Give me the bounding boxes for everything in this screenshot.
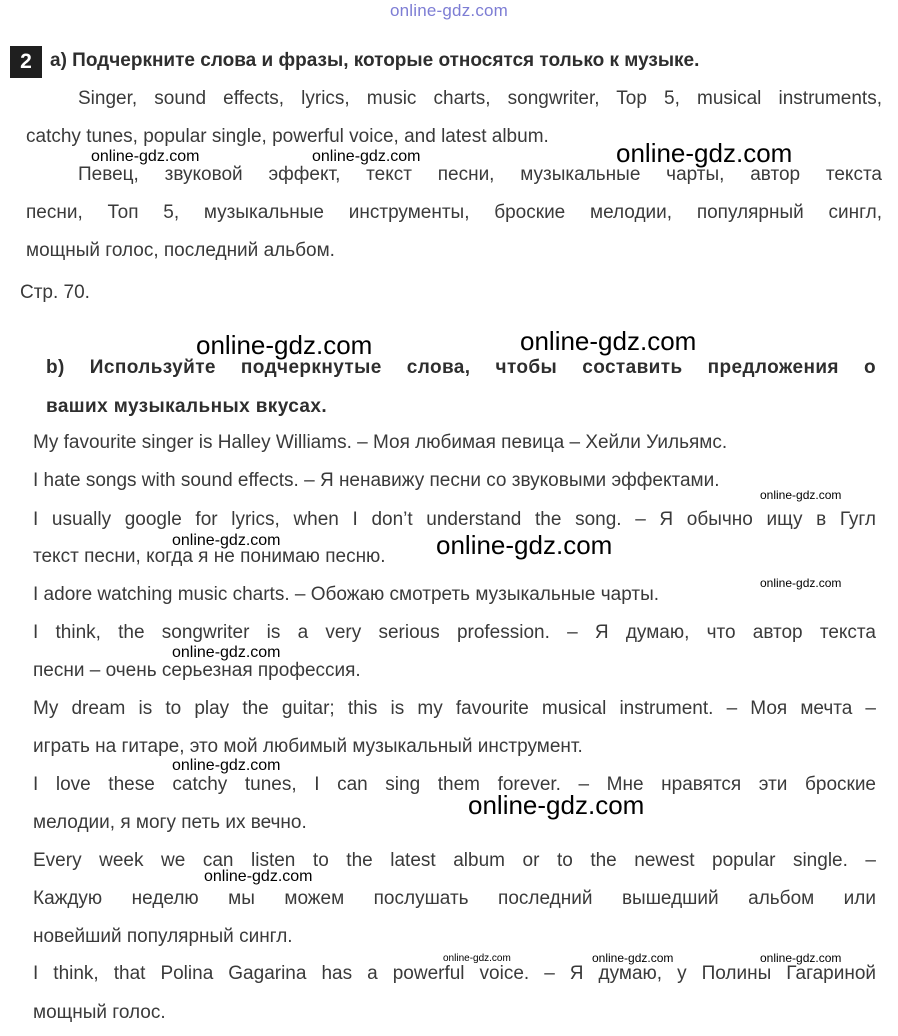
sentence-6-line-1: My dream is to play the guitar; this is my favourite musical instrument. – Моя мечта –: [33, 698, 876, 719]
sentence-3-line-1: I usually google for lyrics, when I don’t understand the song. – Я обычно ищу в Гугл: [33, 509, 876, 530]
watermark: online-gdz.com: [172, 532, 281, 549]
sentence-2-line-1: I hate songs with sound effects. – Я ненавижу песни со звуковыми эффектами.: [33, 470, 720, 491]
part-a-heading: a) Подчеркните слова и фразы, которые относятся только к музыке.: [50, 50, 700, 71]
watermark: online-gdz.com: [172, 644, 281, 661]
sentence-8-line-2: Каждую неделю мы можем послушать последний вышедший альбом или: [33, 888, 876, 909]
sentence-7-line-2: мелодии, я могу петь их вечно.: [33, 812, 307, 833]
watermark: online-gdz.com: [592, 951, 674, 965]
part-a-russian-line-1: Певец, звуковой эффект, текст песни, музыкальные чарты, автор текста: [78, 164, 882, 185]
sentence-4-line-1: I adore watching music charts. – Обожаю смотреть музыкальные чарты.: [33, 584, 660, 605]
part-a-russian-line-2: песни, Топ 5, музыкальные инструменты, броские мелодии, популярный сингл,: [26, 202, 882, 223]
sentence-6-line-2: играть на гитаре, это мой любимый музыкальный инструмент.: [33, 736, 583, 757]
watermark: online-gdz.com: [196, 330, 373, 360]
watermark: online-gdz.com: [204, 868, 313, 885]
part-b-heading-line-2: ваших музыкальных вкусах.: [46, 396, 328, 417]
sentence-3-line-2: текст песни, когда я не понимаю песню.: [33, 546, 386, 567]
page-reference: Стр. 70.: [20, 282, 90, 303]
watermark: online-gdz.com: [468, 790, 645, 820]
sentence-8-line-3: новейший популярный сингл.: [33, 926, 293, 947]
watermark: online-gdz.com: [436, 530, 613, 560]
part-b-heading-line-1: b) Используйте подчеркнутые слова, чтобы составить предложения о: [46, 357, 876, 378]
sentence-7-line-1: I love these catchy tunes, I can sing them forever. – Мне нравятся эти броские: [33, 774, 876, 795]
part-a-english-line-2: catchy tunes, popular single, powerful voice, and latest album.: [26, 126, 549, 147]
watermark: online-gdz.com: [760, 951, 842, 965]
top-watermark: online-gdz.com: [389, 1, 509, 20]
part-a-english-line-1: Singer, sound effects, lyrics, music charts, songwriter, Top 5, musical instruments,: [78, 88, 882, 109]
sentence-9-line-1: I think, that Polina Gagarina has a powerful voice. – Я думаю, у Полины Гагариной: [33, 963, 876, 984]
sentence-1-line-1: My favourite singer is Halley Williams. – Моя любимая певица – Хейли Уильямс.: [33, 432, 728, 453]
sentence-5-line-2: песни – очень серьезная профессия.: [33, 660, 361, 681]
sentence-9-line-2: мощный голос.: [33, 1002, 166, 1023]
watermark: online-gdz.com: [443, 953, 511, 964]
watermark: online-gdz.com: [91, 148, 200, 165]
watermark: online-gdz.com: [172, 757, 281, 774]
watermark: online-gdz.com: [760, 576, 842, 590]
part-a-russian-line-3: мощный голос, последний альбом.: [26, 240, 335, 261]
sentence-8-line-1: Every week we can listen to the latest album or to the newest popular single. –: [33, 850, 876, 871]
watermark: online-gdz.com: [520, 326, 697, 356]
watermark: online-gdz.com: [312, 148, 421, 165]
watermark: online-gdz.com: [616, 138, 793, 168]
task-number-badge: 2: [10, 46, 42, 78]
watermark: online-gdz.com: [760, 488, 842, 502]
sentence-5-line-1: I think, the songwriter is a very serious profession. – Я думаю, что автор текста: [33, 622, 876, 643]
